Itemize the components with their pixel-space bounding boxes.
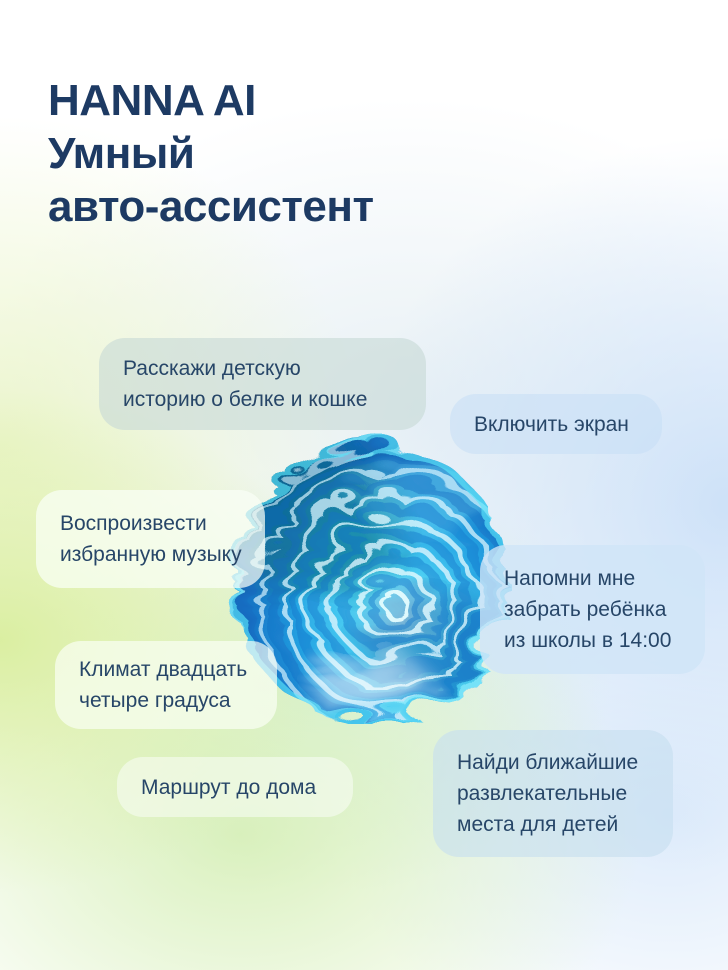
command-bubble-reminder [480,545,705,674]
command-bubble-tell-story [99,338,426,430]
bubble-text-line: Воспроизвести [60,512,207,535]
command-bubble-route-home [117,757,353,817]
bubble-text-line: из школы в 14:00 [504,629,672,652]
page-title [48,74,374,233]
command-bubble-turn-on-screen [450,394,662,454]
command-bubble-climate [55,641,277,729]
command-bubble-play-music [36,490,265,588]
bubble-text-line: Маршрут до дома [141,775,317,799]
bubble-text-line: Климат двадцать [79,658,248,681]
bubble-text-line: развлекательные [457,782,628,805]
command-bubble-find-places [433,730,673,857]
bubble-text-line: Включить экран [474,412,629,436]
bubble-text-line: Расскажи детскую [123,357,301,380]
bubble-text-line: Напомни мне [504,567,636,590]
bubble-text-line: Найди ближайшие [457,751,639,774]
title-brand: HANNA AI [48,76,256,125]
bubble-text-line: забрать ребёнка [504,598,667,621]
bubble-text-line: избранную музыку [60,543,242,566]
bubble-text-line: историю о белке и кошке [123,388,368,411]
bubble-text-line: четыре градуса [79,689,231,712]
title-subtitle-line-2: авто-ассистент [48,182,374,231]
bubble-text-line: места для детей [457,813,619,836]
title-subtitle-line-1: Умный [48,129,195,178]
